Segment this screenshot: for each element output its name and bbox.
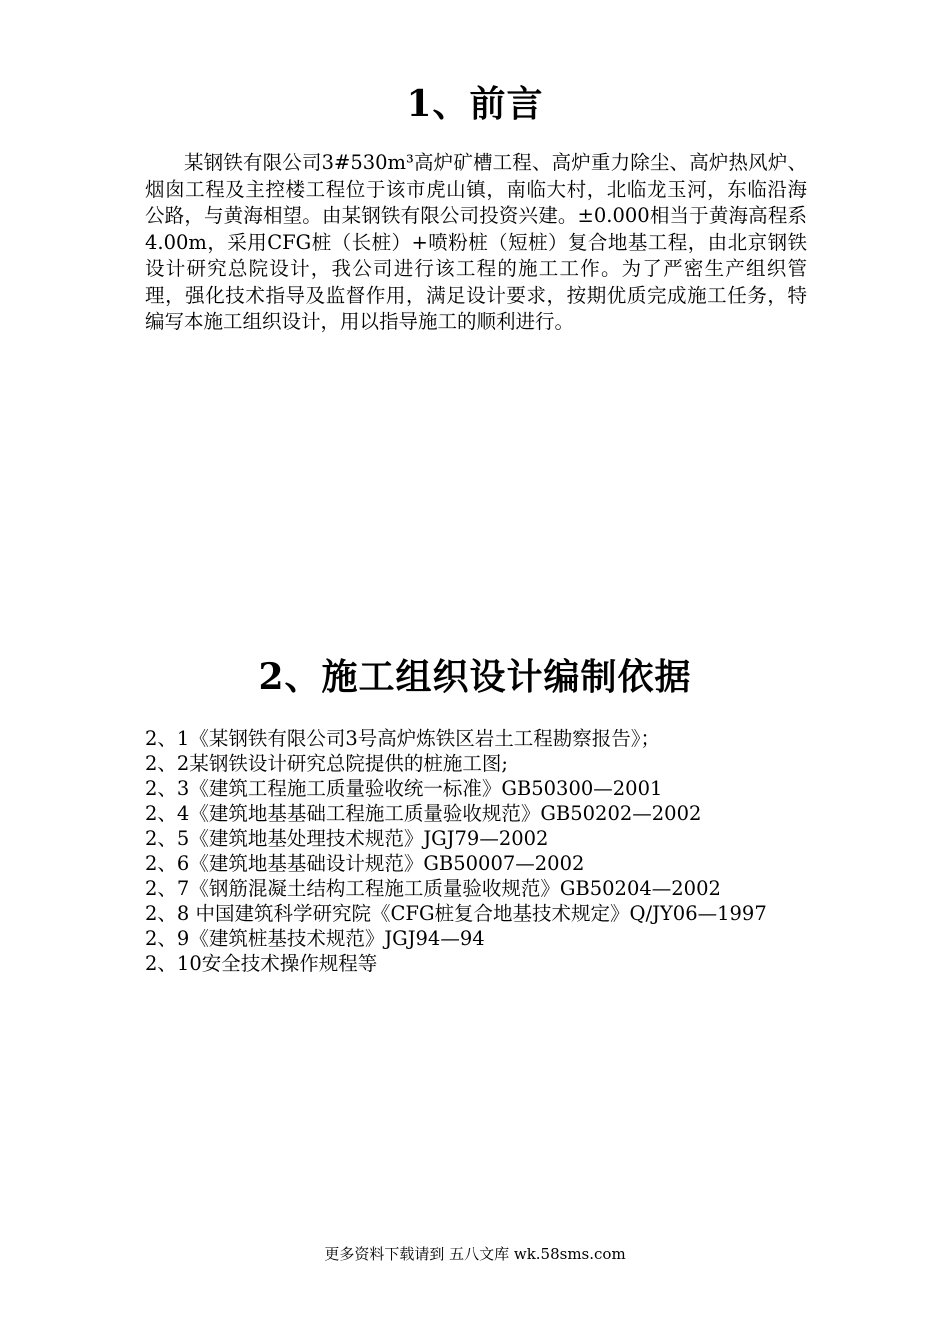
list-item: 2、9《建筑桩基技术规范》JGJ94—94 xyxy=(145,927,485,950)
section1-paragraph: 某钢铁有限公司3#530m³高炉矿槽工程、高炉重力除尘、高炉热风炉、烟囱工程及主控楼工程位于该市虎山镇，南临大村，北临龙玉河，东临沿海公路，与黄海相望。由某钢铁有限公司投资兴建。±0.000相当于黄海高程系4.00m，采用CFG桩（长桩）+喷粉桩（短桩）复合地基工程，由北京钢铁设计研究总院设计，我公司进行该工程的施工工作。为了严密生产组织管理，强化技术指导及监督作用，满足设计要求，按期优质完成施工任务，特编写本施工组织设计，用以指导施工的顺利进行。 xyxy=(145,151,807,333)
list-item: 2、7《钢筋混凝土结构工程施工质量验收规范》GB50204—2002 xyxy=(145,877,721,900)
section2-heading: 2、施工组织设计编制依据 xyxy=(258,656,692,698)
list-item: 2、8 中国建筑科学研究院《CFG桩复合地基技术规定》Q/JY06—1997 xyxy=(145,902,767,925)
list-item: 2、5《建筑地基处理技术规范》JGJ79—2002 xyxy=(145,827,549,850)
list-item: 2、4《建筑地基基础工程施工质量验收规范》GB50202—2002 xyxy=(145,802,702,825)
basis-list xyxy=(145,726,815,976)
footer-link[interactable]: 更多资料下载请到 五八文库 wk.58sms.com xyxy=(324,1245,626,1263)
list-item: 2、3《建筑工程施工质量验收统一标准》GB50300—2001 xyxy=(145,777,663,800)
list-item: 2、1《某钢铁有限公司3号高炉炼铁区岩土工程勘察报告》； xyxy=(145,727,660,750)
list-item: 2、2某钢铁设计研究总院提供的桩施工图; xyxy=(145,752,508,775)
section1-heading: 1、前言 xyxy=(406,83,544,125)
list-item: 2、6《建筑地基基础设计规范》GB50007—2002 xyxy=(145,852,585,875)
list-item: 2、10安全技术操作规程等 xyxy=(145,952,378,975)
